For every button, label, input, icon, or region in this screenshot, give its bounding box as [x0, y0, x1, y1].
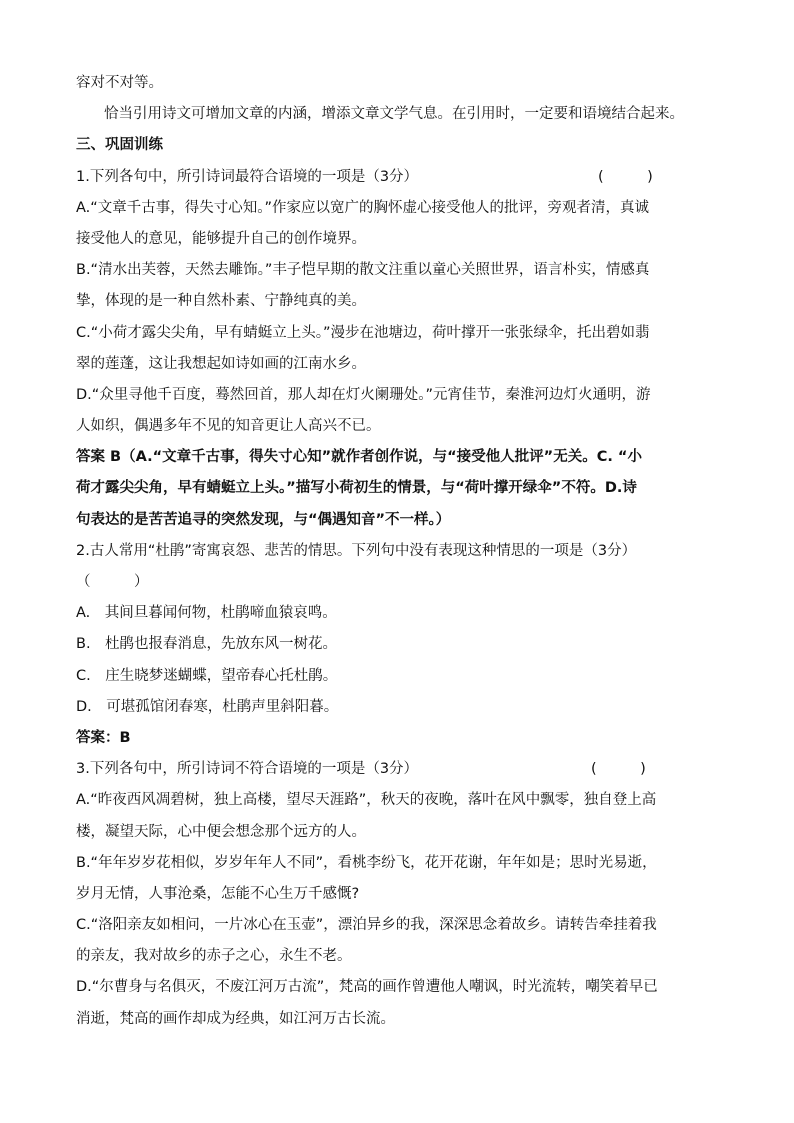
question-3-text: 3.下列各句中，所引诗词不符合语境的一项是（3分） [76, 761, 419, 778]
question-2-stem: 2.古人常用“杜鹃”寄寓哀怨、悲苦的情思。下列句中没有表现这种情思的一项是（3分） [76, 542, 637, 559]
q3-option-a-line-2: 楼，凝望天际，心中便会想念那个远方的人。 [76, 823, 366, 840]
q2-answer: 答案：B [76, 729, 131, 746]
q1-option-d-line-1: D.“众里寻他千百度，蓦然回首，那人却在灯火阑珊处。”元宵佳节，秦淮河边灯火通明，游 [76, 386, 651, 403]
document-body [76, 68, 726, 1035]
q1-option-b-line-1: B.“清水出芙蓉，天然去雕饰。”丰子恺早期的散文注重以童心关照世界，语言朴实，情感真 [76, 262, 650, 279]
q1-option-a-line-2: 接受他人的意见，能够提升自己的创作境界。 [76, 230, 366, 247]
question-3-stem [76, 754, 726, 785]
q2-option-c: C. 庄生晓梦迷蝴蝶，望帝春心托杜鹃。 [76, 667, 338, 684]
q3-option-d-line-1: D.“尔曹身与名俱灭，不废江河万古流”，梵高的画作曾遭他人嘲讽，时光流转，嘲笑着早已 [76, 979, 658, 996]
q1-option-c-line-2: 翠的莲蓬，这让我想起如诗如画的江南水乡。 [76, 355, 366, 372]
q2-option-b: B. 杜鹃也报春消息，先放东风一树花。 [76, 636, 338, 653]
q1-option-a-line-1: A.“文章千古事，得失寸心知。”作家应以宽广的胸怀虚心接受他人的批评，旁观者清，真诚 [76, 199, 650, 216]
q2-option-d: D. 可堪孤馆闭春寒，杜鹃声里斜阳暮。 [76, 698, 339, 715]
q2-option-a: A. 其间旦暮闻何物，杜鹃啼血猿哀鸣。 [76, 605, 337, 622]
q1-answer-line-2: 荷才露尖尖角，早有蜻蜓立上头。”描写小荷初生的情景，与“荷叶撑开绿伞”不符。D.诗 [76, 480, 637, 497]
question-1-stem [76, 162, 726, 193]
question-2-answer-blank: （ ） [76, 574, 149, 590]
q1-option-c-line-1: C.“小荷才露尖尖角，早有蜻蜓立上头。”漫步在池塘边，荷叶撑开一张张绿伞，托出碧如翡 [76, 324, 650, 341]
q3-option-b-line-1: B.“年年岁岁花相似，岁岁年年人不同”，看桃李纷飞，花开花谢，年年如是；思时光易逝， [76, 854, 657, 871]
question-3-answer-blank: ( ) [591, 761, 646, 778]
q1-option-d-line-2: 人如织，偶遇多年不见的知音更让人高兴不已。 [76, 418, 381, 435]
intro-line-1: 容对不对等。 [76, 75, 163, 91]
q1-answer-line-1: 答案 B（A.“文章千古事，得失寸心知”就作者创作说，与“接受他人批评”无关。C. “小 [76, 449, 642, 466]
q3-option-a-line-1: A.“昨夜西风凋碧树，独上高楼，望尽天涯路”，秋天的夜晚，落叶在风中飘零，独自登上高 [76, 792, 657, 809]
q3-option-d-line-2: 消逝，梵高的画作却成为经典，如江河万古长流。 [76, 1010, 395, 1027]
section-title: 三、巩固训练 [76, 137, 163, 154]
question-1-answer-blank: ( ) [598, 168, 653, 185]
q3-option-b-line-2: 岁月无情，人事沧桑，怎能不心生万千感慨? [76, 885, 360, 902]
q3-option-c-line-1: C.“洛阳亲友如相问，一片冰心在玉壶”，漂泊异乡的我，深深思念着故乡。请转告牵挂着我 [76, 917, 657, 934]
intro-line-2: 恰当引用诗文可增加文章的内涵，增添文章文学气息。在引用时，一定要和语境结合起来。 [104, 106, 684, 123]
q3-option-c-line-2: 的亲友，我对故乡的赤子之心，永生不老。 [76, 948, 352, 965]
q1-option-b-line-2: 挚，体现的是一种自然朴素、宁静纯真的美。 [76, 293, 366, 310]
q1-answer-line-3: 句表达的是苦苦追寻的突然发现，与“偶遇知音”不一样。） [76, 511, 451, 528]
question-1-text: 1.下列各句中，所引诗词最符合语境的一项是（3分） [76, 168, 419, 185]
